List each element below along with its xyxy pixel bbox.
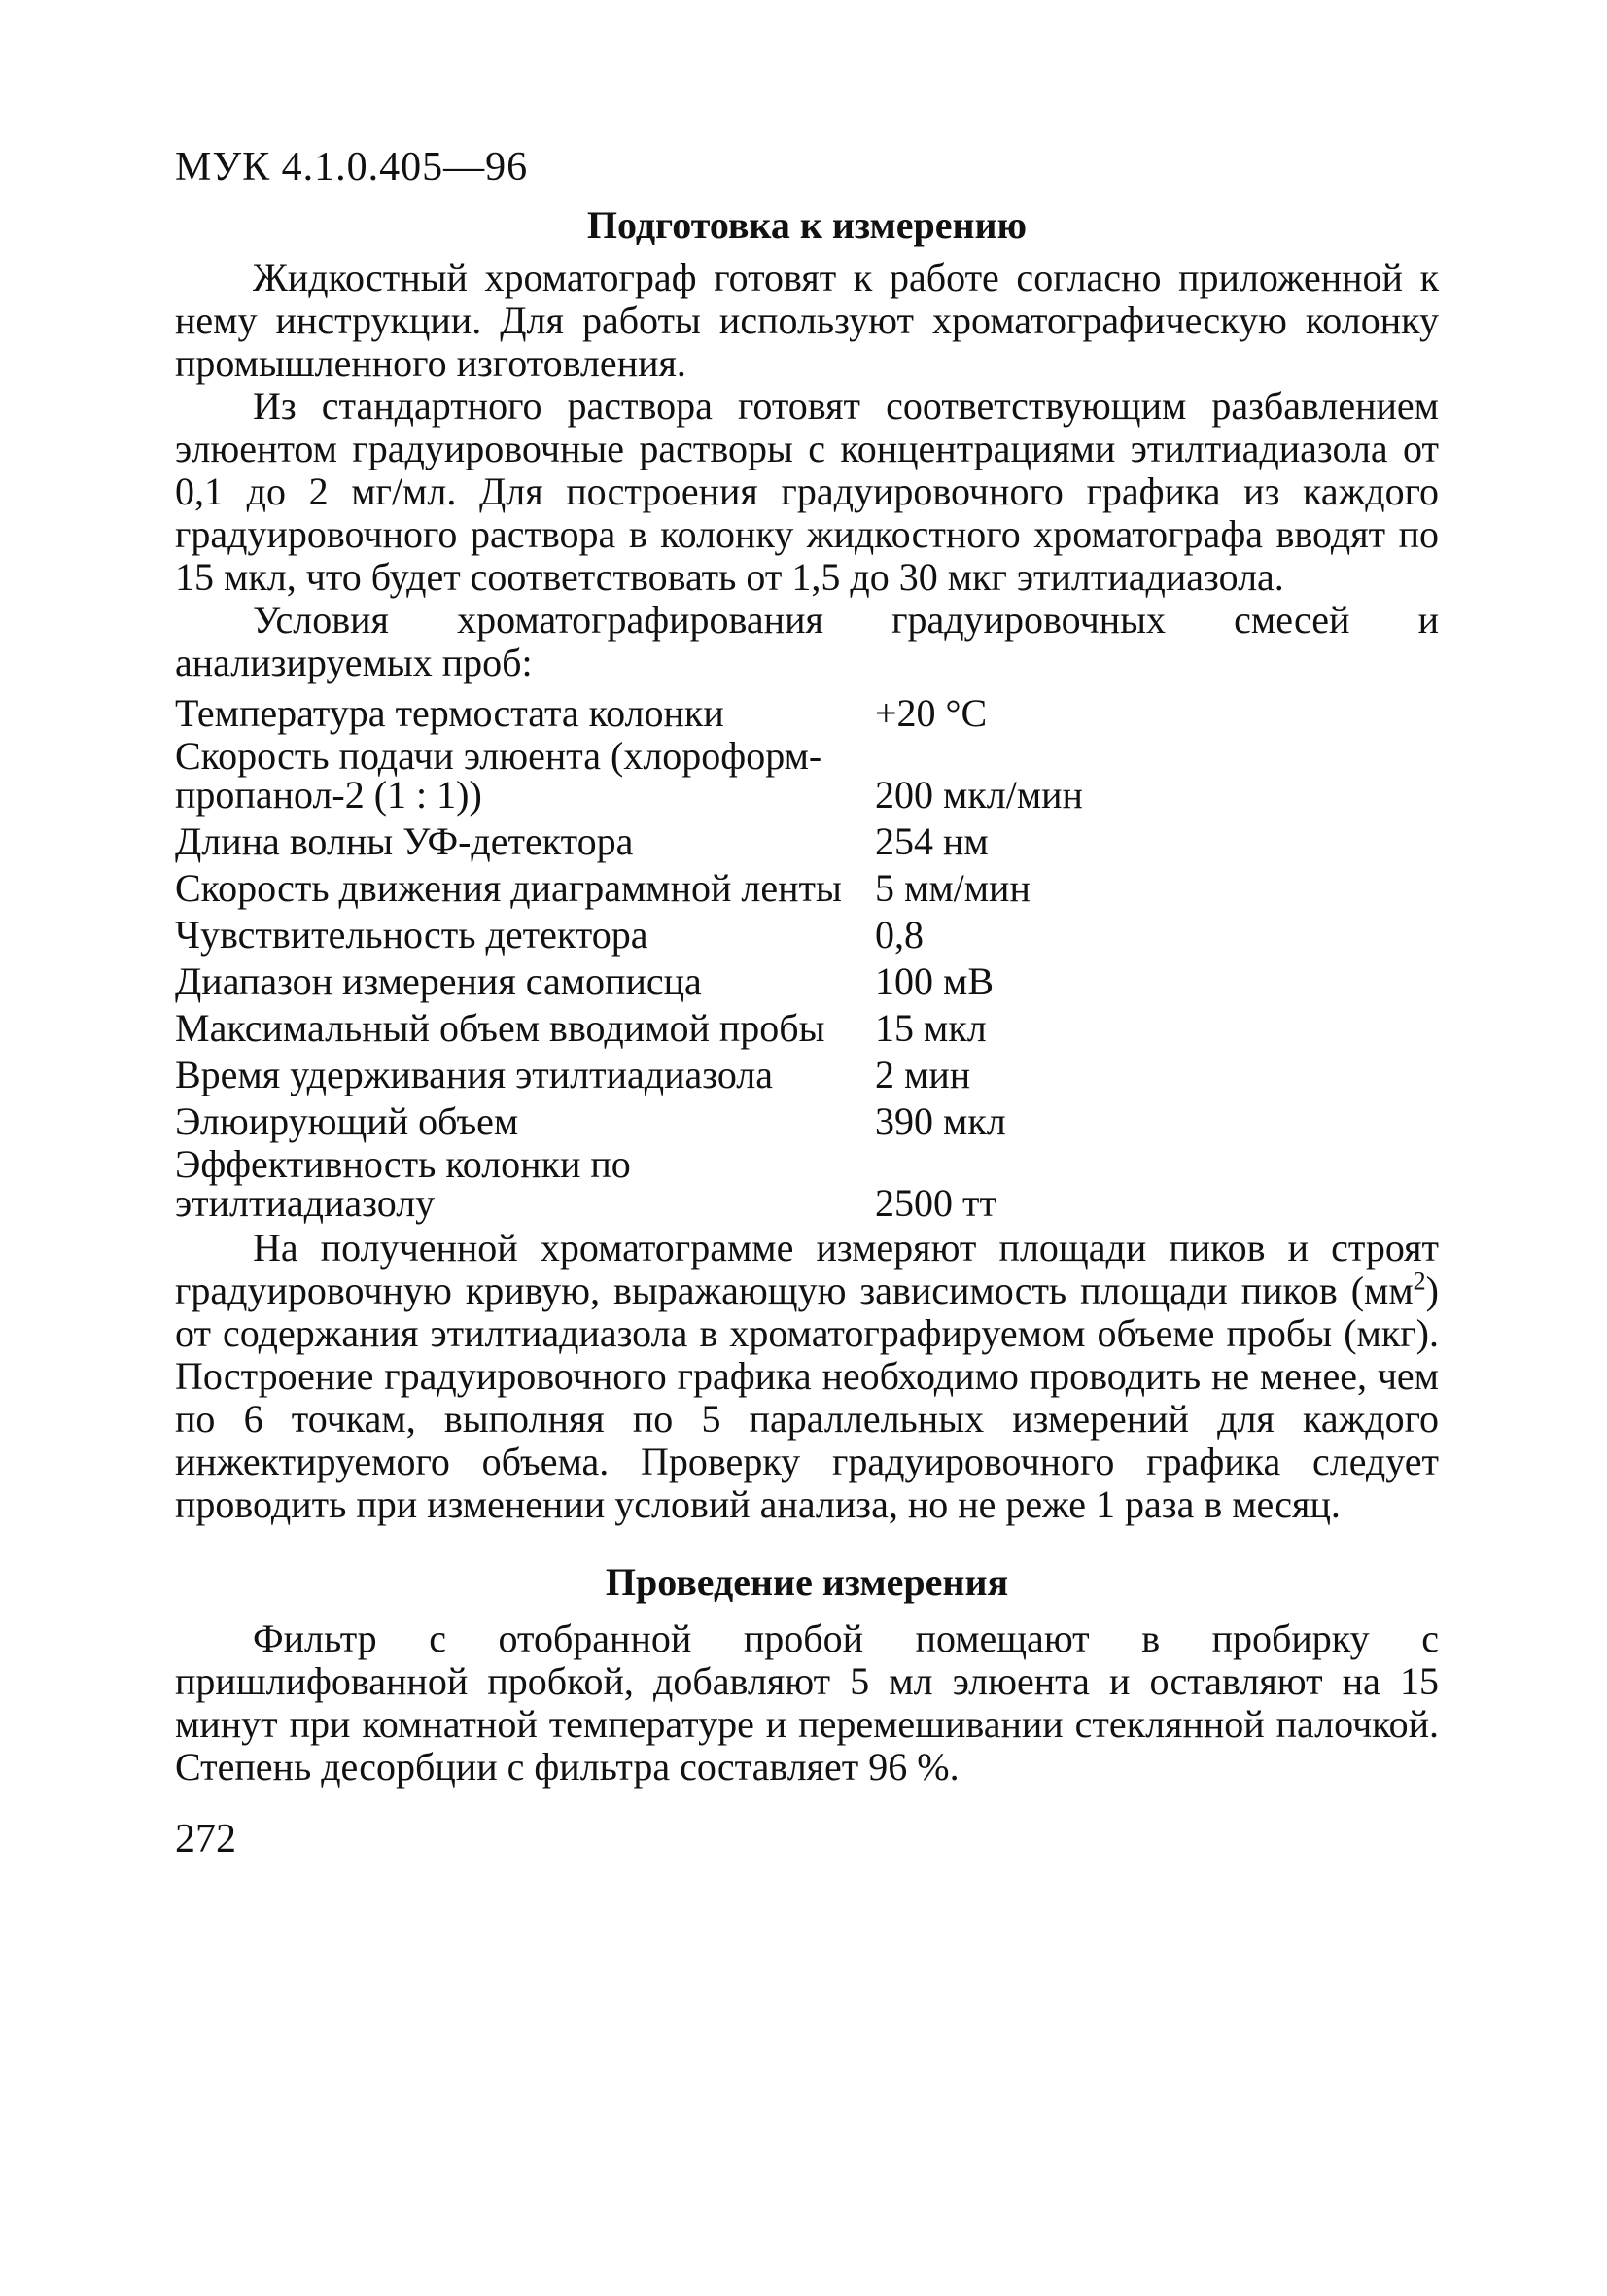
table-row (175, 817, 1439, 863)
condition-param: Элюирующий объем (175, 1099, 519, 1143)
condition-value: 15 мкл (875, 1006, 987, 1050)
paragraph-chromatograph-setup: Жидкостный хроматограф готовят к работе согласно приложенной к нему инструкции. Для работы используют хроматографическую колонку промышленного изготовления. (175, 256, 1439, 385)
condition-value: 390 мкл (875, 1099, 1006, 1143)
condition-param: Скорость подачи элюента (хлороформ-пропанол-2 (1 : 1)) (175, 734, 822, 817)
condition-param: Эффективность колонки по этилтиадиазолу (175, 1142, 631, 1225)
condition-param: Время удерживания этилтиадиазола (175, 1053, 774, 1096)
superscript: 2 (1413, 1267, 1426, 1296)
table-row (175, 1050, 1439, 1096)
condition-value: +20 °С (875, 691, 988, 735)
condition-value: 2500 тт (875, 1181, 996, 1225)
document-page (175, 146, 1439, 1861)
paragraph-calibration-curve (175, 1227, 1439, 1526)
condition-value: 200 мкл/мин (875, 773, 1083, 817)
condition-param: Чувствительность детектора (175, 913, 648, 957)
section-title-preparation: Подготовка к измерению (586, 203, 1028, 247)
table-row (175, 1003, 1439, 1050)
condition-param: Диапазон измерения самописца (175, 959, 702, 1003)
paragraph-conditions-intro: Условия хроматографирования градуировочных смесей и анализируемых проб: (175, 598, 1439, 684)
condition-param: Максимальный объем вводимой пробы (175, 1006, 825, 1050)
table-row (175, 1143, 1439, 1225)
condition-value: 0,8 (875, 913, 924, 957)
table-row (175, 1096, 1439, 1143)
table-row (175, 735, 1439, 817)
condition-param: Температура термостата колонки (175, 691, 724, 735)
conditions-table (175, 688, 1439, 1225)
section-title-measurement: Проведение измерения (605, 1560, 1009, 1604)
table-row (175, 910, 1439, 957)
text-span: ) от содержания этилтиадиазола в хроматографируемом объеме пробы (мкг). Построение градуировочного графика необходимо проводить не менее, чем по 6 точкам, выполняя по 5 параллельных измерений для каждого инжектируемого объема. Проверку градуировочного графика следует проводить при изменении условий анализа, но не реже 1 раза в месяц. (175, 1269, 1439, 1526)
condition-param: Скорость движения диаграммной ленты (175, 866, 842, 910)
paragraph-measurement-procedure: Фильтр с отобранной пробой помещают в пробирку с пришлифованной пробкой, добавляют 5 мл элюента и оставляют на 15 минут при комнатной температуре и перемешивании стеклянной палочкой. Степень десорбции с фильтра составляет 96 %. (175, 1617, 1439, 1789)
table-row (175, 688, 1439, 735)
paragraph-calibration-solutions: Из стандартного раствора готовят соответствующим разбавлением элюентом градуировочные растворы с концентрациями этилтиадиазола от 0,1 до 2 мг/мл. Для построения градуировочного графика из каждого градуировочного раствора в колонку жидкостного хроматографа вводят по 15 мкл, что будет соответствовать от 1,5 до 30 мкг этилтиадиазола. (175, 384, 1439, 599)
condition-value: 254 нм (875, 819, 989, 863)
text-span: На полученной хроматограмме измеряют площади пиков и строят градуировочную кривую, выражающую зависимость площади пиков (мм (175, 1226, 1439, 1312)
page-number: 272 (175, 1817, 236, 1861)
table-row (175, 957, 1439, 1003)
condition-param: Длина волны УФ-детектора (175, 819, 634, 863)
document-code-header: МУК 4.1.0.405—96 (175, 145, 529, 190)
condition-value: 2 мин (875, 1053, 971, 1096)
condition-value: 100 мВ (875, 959, 994, 1003)
condition-value: 5 мм/мин (875, 866, 1031, 910)
table-row (175, 863, 1439, 910)
